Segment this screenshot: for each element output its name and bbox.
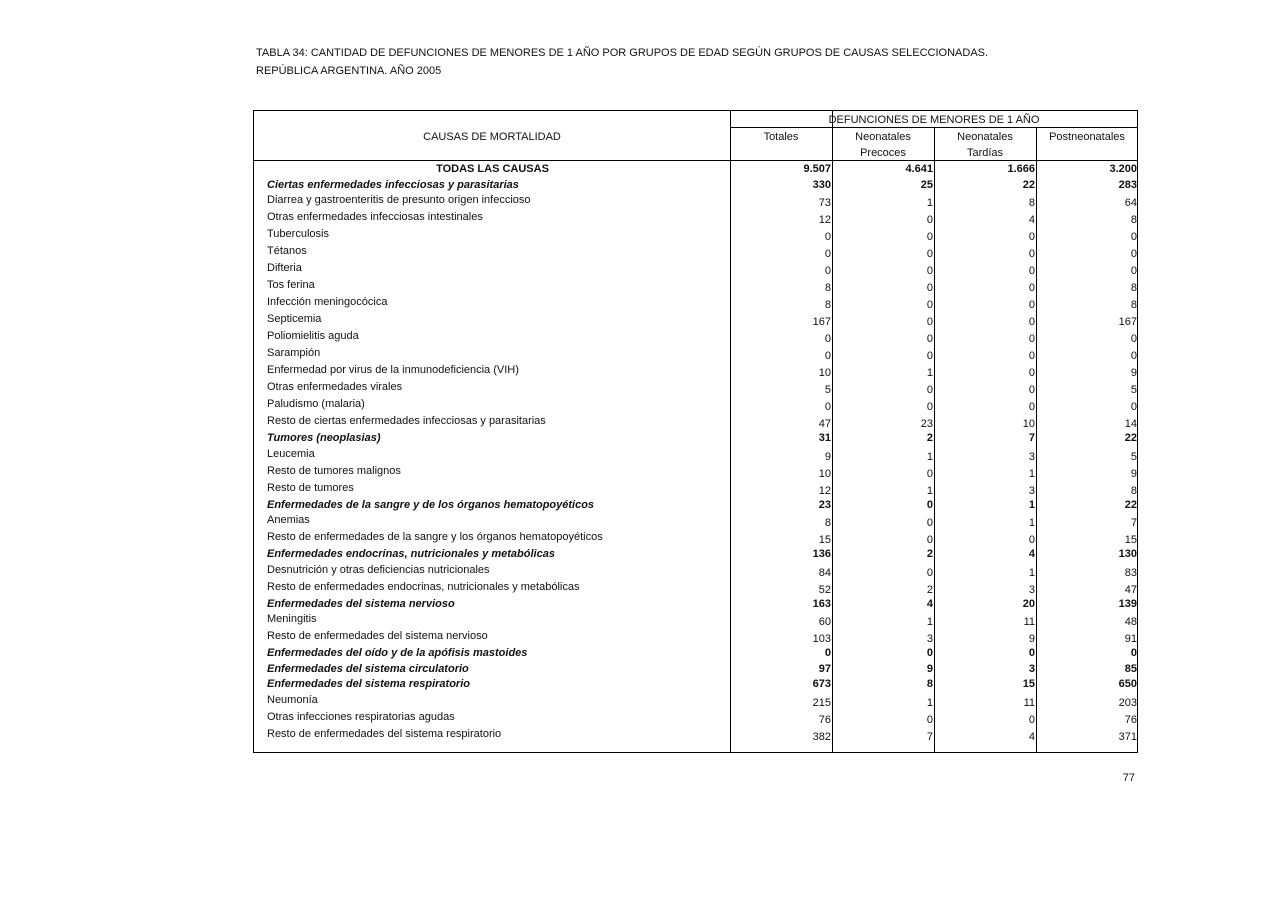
cell-precoces: 25: [920, 178, 933, 191]
cell-postneonatales: 130: [1118, 548, 1137, 560]
cell-tardias: 15: [1022, 678, 1035, 690]
row-label: Resto de enfermedades de la sangre y los órganos hematopoyéticos: [267, 531, 603, 543]
cell-tardias: 3: [1028, 583, 1035, 596]
cell-totales: 9.507: [803, 163, 831, 175]
cell-tardias: 3: [1028, 450, 1035, 463]
cell-postneonatales: 14: [1124, 418, 1137, 430]
table-row: [254, 694, 1137, 710]
cell-postneonatales: 22: [1124, 498, 1137, 511]
row-label: Resto de ciertas enfermedades infecciosas y parasitarias: [267, 415, 546, 427]
cell-postneonatales: 167: [1118, 316, 1137, 328]
cell-totales: 5: [824, 384, 831, 396]
cell-precoces: 3: [926, 633, 933, 645]
table-row: [254, 514, 1137, 530]
row-label: Poliomielitis aguda: [267, 330, 359, 342]
row-label: Resto de enfermedades del sistema respiratorio: [267, 727, 502, 740]
cell-postneonatales: 91: [1124, 633, 1137, 645]
cell-precoces: 0: [926, 467, 933, 480]
table-row: [254, 313, 1137, 329]
cell-postneonatales: 76: [1124, 713, 1137, 726]
cell-precoces: 23: [920, 418, 933, 430]
cell-totales: 12: [818, 484, 831, 497]
cell-precoces: 1: [926, 696, 933, 709]
row-label: Resto de enfermedades del sistema nervioso: [267, 630, 488, 642]
group-row: [254, 598, 1137, 614]
cell-tardias: 0: [1028, 350, 1035, 362]
cell-totales: 73: [818, 197, 831, 209]
cell-postneonatales: 8: [1130, 484, 1137, 497]
table-row: [254, 531, 1137, 547]
cell-precoces: 0: [926, 299, 933, 311]
table-row: [254, 613, 1137, 629]
row-label: Enfermedades del sistema circulatorio: [267, 662, 469, 675]
cell-tardias: 3: [1028, 484, 1035, 497]
cell-tardias: 0: [1028, 333, 1035, 345]
cell-totales: 0: [824, 401, 831, 413]
cell-postneonatales: 15: [1124, 534, 1137, 546]
cell-precoces: 0: [926, 534, 933, 546]
header-neonatales-tardias-line1: Neonatales: [957, 131, 1013, 143]
header-group: DEFUNCIONES DE MENORES DE 1 AÑO: [828, 114, 1040, 126]
cell-tardias: 4: [1028, 214, 1035, 226]
cell-totales: 31: [818, 432, 831, 444]
table-row: [254, 364, 1137, 380]
cell-postneonatales: 371: [1118, 730, 1137, 743]
cell-precoces: 1: [926, 616, 933, 628]
cell-postneonatales: 5: [1130, 450, 1137, 463]
cell-precoces: 0: [926, 333, 933, 345]
cell-tardias: 0: [1028, 265, 1035, 277]
cell-postneonatales: 48: [1124, 616, 1137, 628]
cell-totales: 215: [812, 696, 831, 709]
cell-totales: 76: [818, 713, 831, 726]
cell-tardias: 1.666: [1007, 163, 1035, 175]
table-row: [254, 465, 1137, 481]
cell-precoces: 4: [926, 597, 933, 610]
title-line-1: TABLA 34: CANTIDAD DE DEFUNCIONES DE MENORES DE 1 AÑO POR GRUPOS DE EDAD SEGÚN GRUPOS DE CAUSAS SELECCIONADAS.: [256, 47, 989, 59]
cell-precoces: 0: [926, 231, 933, 243]
cell-totales: 10: [818, 467, 831, 480]
cell-precoces: 0: [926, 282, 933, 294]
table-row: [254, 347, 1137, 363]
row-label: Enfermedades del sistema respiratorio: [267, 678, 470, 690]
table-row: [254, 415, 1137, 431]
cell-totales: 97: [818, 662, 831, 675]
cell-postneonatales: 9: [1130, 367, 1137, 379]
cell-postneonatales: 0: [1130, 333, 1137, 345]
row-label: Infección meningocócica: [267, 296, 388, 308]
cell-postneonatales: 47: [1124, 583, 1137, 596]
row-label: Septicemia: [267, 313, 322, 325]
table-row: [254, 211, 1137, 227]
cell-tardias: 1: [1028, 517, 1035, 529]
row-label: Difteria: [267, 262, 302, 274]
cell-postneonatales: 650: [1118, 678, 1137, 690]
cell-precoces: 0: [926, 214, 933, 226]
header-neonatales-tardias: [934, 129, 1036, 161]
cell-totales: 673: [812, 678, 831, 690]
cell-totales: 103: [812, 633, 831, 645]
cell-postneonatales: 8: [1130, 299, 1137, 311]
cell-precoces: 1: [926, 197, 933, 209]
cell-totales: 10: [818, 367, 831, 379]
cell-tardias: 0: [1028, 231, 1035, 243]
page-number: 77: [1122, 772, 1135, 784]
cell-tardias: 0: [1028, 282, 1035, 294]
table-row: [254, 711, 1137, 727]
cell-precoces: 1: [926, 450, 933, 463]
row-label: Otras enfermedades infecciosas intestinales: [267, 211, 483, 223]
cell-postneonatales: 0: [1130, 231, 1137, 243]
row-label: Enfermedades del sistema nervioso: [267, 597, 455, 610]
cell-precoces: 7: [926, 730, 933, 743]
group-row: [254, 647, 1137, 663]
row-label: Tétanos: [267, 245, 307, 257]
cell-tardias: 0: [1028, 248, 1035, 260]
row-label: Otras infecciones respiratorias agudas: [267, 710, 455, 723]
cell-postneonatales: 8: [1130, 282, 1137, 294]
table-row: [254, 728, 1137, 744]
cell-totales: 84: [818, 566, 831, 579]
cell-precoces: 0: [926, 384, 933, 396]
total-row: [254, 163, 1137, 179]
row-label: Resto de tumores: [267, 481, 354, 494]
cell-tardias: 22: [1022, 178, 1035, 191]
cell-tardias: 0: [1028, 367, 1035, 379]
cell-postneonatales: 3.200: [1109, 163, 1137, 175]
cell-tardias: 1: [1028, 566, 1035, 579]
cell-tardias: 0: [1028, 401, 1035, 413]
row-label: Ciertas enfermedades infecciosas y parasitarias: [267, 178, 519, 191]
cell-tardias: 3: [1028, 662, 1035, 675]
row-label: Enfermedades endocrinas, nutricionales y metabólicas: [267, 548, 555, 560]
table-title: [256, 44, 988, 80]
table-row: [254, 398, 1137, 414]
cell-postneonatales: 0: [1130, 350, 1137, 362]
group-row: [254, 663, 1137, 679]
cell-precoces: 0: [926, 401, 933, 413]
cell-totales: 9: [824, 450, 831, 463]
cell-precoces: 0: [926, 517, 933, 529]
cell-totales: 0: [824, 350, 831, 362]
cell-precoces: 0: [926, 566, 933, 579]
group-row: [254, 678, 1137, 694]
row-label: Resto de tumores malignos: [267, 464, 401, 477]
cell-totales: 23: [818, 498, 831, 511]
table-row: [254, 330, 1137, 346]
cell-tardias: 0: [1028, 647, 1035, 659]
cell-postneonatales: 283: [1118, 178, 1137, 191]
cell-postneonatales: 0: [1130, 647, 1137, 659]
row-label: Meningitis: [267, 613, 317, 625]
cell-tardias: 1: [1028, 467, 1035, 480]
cell-precoces: 0: [926, 248, 933, 260]
cell-totales: 0: [824, 248, 831, 260]
cell-precoces: 0: [926, 316, 933, 328]
cell-postneonatales: 7: [1130, 517, 1137, 529]
cell-totales: 167: [812, 316, 831, 328]
cell-precoces: 1: [926, 367, 933, 379]
cell-precoces: 2: [926, 583, 933, 596]
row-label: Enfermedades de la sangre y de los órganos hematopoyéticos: [267, 498, 595, 511]
row-label: Leucemia: [267, 447, 315, 460]
cell-postneonatales: 0: [1130, 248, 1137, 260]
cell-totales: 0: [824, 231, 831, 243]
table-row: [254, 581, 1137, 597]
cell-totales: 0: [824, 333, 831, 345]
cell-totales: 8: [824, 517, 831, 529]
cell-tardias: 0: [1028, 316, 1035, 328]
mortality-table: [253, 110, 1138, 753]
cell-totales: 0: [824, 647, 831, 659]
row-label: Anemias: [267, 514, 310, 526]
cell-tardias: 7: [1028, 432, 1035, 444]
cell-totales: 52: [818, 583, 831, 596]
header-neonatales-tardias-line2: Tardías: [966, 147, 1004, 159]
table-row: [254, 194, 1137, 210]
row-label: Resto de enfermedades endocrinas, nutricionales y metabólicas: [267, 580, 580, 593]
cell-precoces: 8: [926, 678, 933, 690]
cell-precoces: 2: [926, 548, 933, 560]
cell-tardias: 8: [1028, 197, 1035, 209]
cell-precoces: 1: [926, 484, 933, 497]
cell-precoces: 0: [926, 350, 933, 362]
cell-precoces: 0: [926, 647, 933, 659]
row-label: Enfermedades del oído y de la apófisis mastoides: [267, 647, 528, 659]
cell-tardias: 11: [1023, 616, 1035, 628]
cell-postneonatales: 139: [1118, 597, 1137, 610]
title-line-2: REPÚBLICA ARGENTINA. AÑO 2005: [256, 65, 442, 77]
cell-precoces: 2: [926, 432, 933, 444]
group-row: [254, 499, 1137, 515]
cell-postneonatales: 9: [1130, 467, 1137, 480]
row-label: Tuberculosis: [267, 228, 329, 240]
table-row: [254, 245, 1137, 261]
cell-precoces: 0: [926, 265, 933, 277]
cell-tardias: 1: [1028, 498, 1035, 511]
cell-postneonatales: 8: [1130, 214, 1137, 226]
row-label: Tumores (neoplasias): [267, 432, 381, 444]
row-label: Otras enfermedades virales: [267, 381, 403, 393]
group-row: [254, 548, 1137, 564]
cell-precoces: 9: [926, 662, 933, 675]
cell-totales: 136: [812, 548, 831, 560]
cell-postneonatales: 203: [1118, 696, 1137, 709]
cell-precoces: 4.641: [905, 163, 933, 175]
cell-postneonatales: 0: [1130, 401, 1137, 413]
header-neonatales-precoces-line1: Neonatales: [855, 131, 911, 143]
cell-tardias: 4: [1028, 548, 1035, 560]
cell-tardias: 4: [1028, 730, 1035, 743]
cell-postneonatales: 0: [1130, 265, 1137, 277]
header-neonatales-precoces-line2: Precoces: [860, 147, 906, 159]
group-row: [254, 432, 1137, 448]
table-row: [254, 279, 1137, 295]
cell-totales: 8: [824, 299, 831, 311]
row-label: Enfermedad por virus de la inmunodeficiencia (VIH): [267, 364, 519, 376]
table-row: [254, 448, 1137, 464]
row-label: Neumonía: [267, 693, 318, 706]
table-row: [254, 381, 1137, 397]
cell-totales: 382: [812, 730, 831, 743]
cell-totales: 12: [818, 214, 831, 226]
row-label: Sarampión: [267, 347, 321, 359]
cell-tardias: 0: [1028, 299, 1035, 311]
group-row: [254, 179, 1137, 195]
cell-postneonatales: 83: [1124, 566, 1137, 579]
cell-tardias: 0: [1028, 713, 1035, 726]
cell-totales: 163: [812, 597, 831, 610]
row-label: Tos ferina: [267, 279, 315, 291]
table-row: [254, 564, 1137, 580]
table-row: [254, 296, 1137, 312]
cell-totales: 8: [824, 282, 831, 294]
cell-precoces: 0: [926, 498, 933, 511]
cell-precoces: 0: [926, 713, 933, 726]
row-label: TODAS LAS CAUSAS: [436, 163, 549, 175]
cell-tardias: 11: [1023, 696, 1035, 709]
cell-totales: 60: [818, 616, 831, 628]
cell-postneonatales: 85: [1124, 662, 1137, 675]
cell-totales: 15: [818, 534, 831, 546]
table-row: [254, 482, 1137, 498]
table-row: [254, 630, 1137, 646]
table-row: [254, 262, 1137, 278]
cell-tardias: 0: [1028, 384, 1035, 396]
cell-postneonatales: 64: [1124, 197, 1137, 209]
row-label: Paludismo (malaria): [267, 398, 365, 410]
cell-tardias: 10: [1022, 418, 1035, 430]
row-label: Diarrea y gastroenteritis de presunto origen infeccioso: [267, 194, 531, 206]
cell-postneonatales: 5: [1130, 384, 1137, 396]
cell-tardias: 9: [1028, 633, 1035, 645]
cell-totales: 47: [818, 418, 831, 430]
row-label: Desnutrición y otras deficiencias nutricionales: [267, 563, 490, 576]
cell-tardias: 20: [1022, 597, 1035, 610]
cell-tardias: 0: [1028, 534, 1035, 546]
header-neonatales-precoces: [832, 129, 934, 161]
header-totales: Totales: [763, 131, 799, 143]
cell-totales: 0: [824, 265, 831, 277]
header-postneonatales: Postneonatales: [1049, 131, 1125, 143]
table-row: [254, 228, 1137, 244]
header-causes: CAUSAS DE MORTALIDAD: [423, 131, 561, 143]
cell-totales: 330: [812, 178, 831, 191]
cell-postneonatales: 22: [1124, 432, 1137, 444]
